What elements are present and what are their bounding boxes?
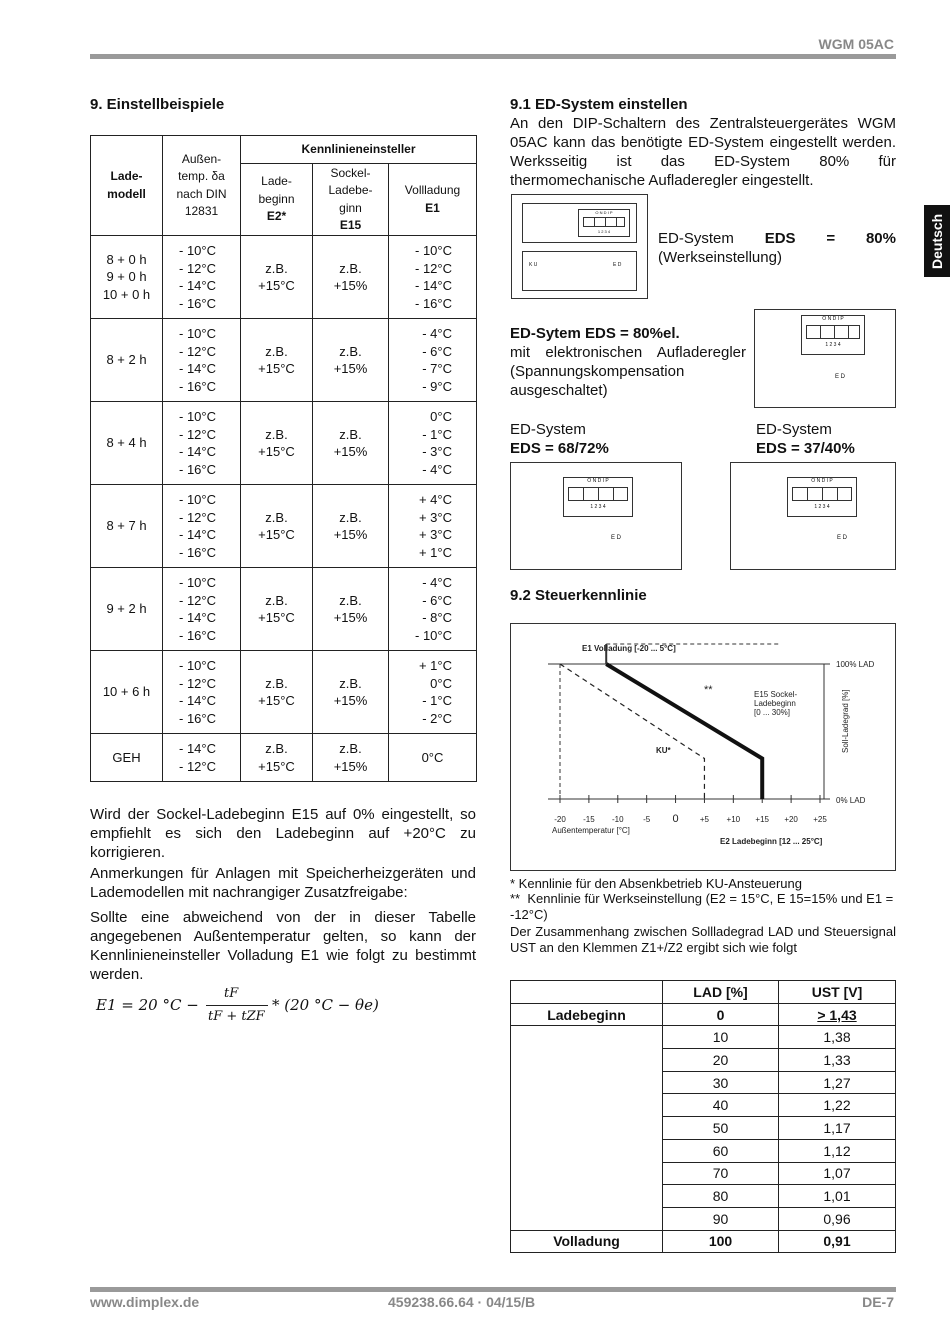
dip-numbers: 1 2 3 4	[825, 342, 841, 348]
cell-ust: 1,17	[779, 1117, 896, 1140]
cell-lad: 50	[663, 1117, 779, 1140]
dip-numbers: 1 2 3 4	[814, 504, 830, 510]
x-tick-label: 0	[672, 813, 679, 825]
header-rule	[90, 54, 896, 59]
col-header-e1: E1	[425, 200, 440, 215]
dip-label: D I P	[832, 316, 844, 322]
formula-lhs: E1 = 20 °C −	[96, 996, 199, 1014]
table-row	[511, 1003, 896, 1026]
label-eds37	[756, 420, 855, 458]
paragraph-ed-system: An den DIP-Schaltern des Zentralsteuergerätes WGM 05AC kann das benötigte ED-System eingestellt werden. Werksseitig ist das ED-System 80% für thermomechanische Aufladeregler eingestellt.	[510, 115, 896, 189]
footnote-ku: * Kennlinie für den Absenkbetrieb KU-Ansteuerung	[510, 876, 802, 891]
cell-ust: 1,01	[779, 1185, 896, 1208]
cell-lad: 10	[663, 1026, 779, 1049]
formula-fraction-bar	[206, 1005, 268, 1006]
dip-switch-block	[787, 477, 857, 517]
cell-modell: 8 + 2 h	[91, 319, 163, 402]
y-tick-label-100: 100% LAD	[836, 660, 875, 669]
cell-modell: 8 + 4 h	[91, 402, 163, 485]
eds80el-title: ED-Sytem EDS = 80%el.	[510, 325, 680, 342]
cell-lad: 80	[663, 1185, 779, 1208]
cell-lad: 90	[663, 1207, 779, 1230]
cell-temps: - 10°C - 12°C - 14°C - 16°C	[163, 485, 241, 568]
x-tick-label: +15	[755, 815, 770, 824]
x-tick-label: +5	[699, 815, 710, 824]
col-header-aussentemp: Außen- temp. δa nach DIN 12831	[163, 136, 241, 236]
dip-numbers: 1 2 3 4	[597, 229, 611, 234]
cell-ust: 1,38	[779, 1026, 896, 1049]
label-eds68-value: EDS = 68/72%	[510, 440, 609, 457]
cell-lad: 40	[663, 1094, 779, 1117]
dip-label: D I P	[821, 478, 833, 484]
ed-label: E D	[835, 374, 846, 380]
cell-temps: - 10°C - 12°C - 14°C - 16°C	[163, 402, 241, 485]
paragraph-formula-intro: Sollte eine abweichend von der in dieser Tabelle angegebenen Außentemperatur gelten, so kann der Kennlinieneinsteller Volladung E1 wie folgt zu bestimmt werden.	[90, 909, 476, 983]
table-row	[91, 319, 477, 402]
footnote-werkseinstellung: ** Kennlinie für Werkseinstellung (E2 = 15°C, E 15=15% und E1 = -12°C)	[510, 891, 897, 922]
dip-switch-block	[801, 315, 865, 355]
cell-e2: z.B. +15°C	[241, 568, 313, 651]
dip-on-label: O N	[595, 210, 603, 215]
cell-ust: 1,12	[779, 1139, 896, 1162]
cell-e15: z.B. +15%	[313, 734, 389, 782]
cell-e15: z.B. +15%	[313, 319, 389, 402]
y-tick-label-0: 0% LAD	[836, 796, 866, 805]
x-tick-label: -20	[554, 815, 566, 824]
cell-e1: 0°C	[389, 734, 477, 782]
table-row	[91, 236, 477, 319]
dip-on-label: O N	[822, 316, 832, 322]
cell-lad: 100	[663, 1230, 779, 1253]
cell-lad: 70	[663, 1162, 779, 1185]
footer-doc-number: 459238.66.64 · 04/15/B	[388, 1294, 536, 1310]
cell-lad: 20	[663, 1049, 779, 1072]
cell-modell: 8 + 7 h	[91, 485, 163, 568]
cell-e1: 0°C - 1°C - 3°C - 4°C	[389, 402, 477, 485]
label-eds68	[510, 420, 609, 458]
dip-switches	[806, 325, 860, 339]
cell-ust: 1,27	[779, 1071, 896, 1094]
dip-switch-block	[563, 477, 633, 517]
table-row	[91, 568, 477, 651]
cell-e1: - 4°C - 6°C - 8°C - 10°C	[389, 568, 477, 651]
paragraph-eds80el	[510, 324, 746, 400]
x-tick-label: -5	[643, 815, 651, 824]
ed-label: E D	[837, 535, 848, 541]
table-row	[511, 1026, 896, 1049]
language-tab: Deutsch	[924, 205, 950, 277]
footer-page-number: DE-7	[862, 1294, 894, 1310]
dip-label: D I P	[603, 210, 613, 215]
row-label-volladung: Volladung	[511, 1230, 663, 1253]
cell-e1: + 1°C 0°C - 1°C - 2°C	[389, 651, 477, 734]
cell-ust: 0,91	[779, 1230, 896, 1253]
paragraph-remarks: Anmerkungen für Anlagen mit Speicherheizgeräten und Lademodellen mit nachrangiger Zusatzfreigabe:	[90, 865, 476, 901]
col-header-lademodell: Lade- modell	[91, 136, 163, 236]
cell-ust: 0,96	[779, 1207, 896, 1230]
cell-ust: 1,07	[779, 1162, 896, 1185]
cell-lad: 60	[663, 1139, 779, 1162]
ed-label: E D	[611, 535, 622, 541]
lad-ust-table	[510, 980, 896, 1253]
section-heading-9: 9. Einstellbeispiele	[90, 96, 225, 113]
cell-e2: z.B. +15°C	[241, 485, 313, 568]
label-eds80	[658, 229, 896, 267]
cell-e1: - 4°C - 6°C - 7°C - 9°C	[389, 319, 477, 402]
x-tick-label: -15	[583, 815, 595, 824]
formula-denominator: tF + tZF	[208, 1009, 265, 1024]
table-row	[91, 485, 477, 568]
eds80el-text: mit elektronischen Aufladeregler (Spannungskompensation ausgeschaltet)	[510, 344, 746, 399]
section-heading-9-2: 9.2 Steuerkennlinie	[510, 587, 647, 604]
cell-temps: - 14°C - 12°C	[163, 734, 241, 782]
cell-e15: z.B. +15%	[313, 236, 389, 319]
dip-switch-illustration-eds68	[510, 462, 682, 570]
cell-e2: z.B. +15°C	[241, 236, 313, 319]
dip-switches	[792, 487, 852, 501]
ed-label: E D	[613, 262, 622, 268]
dip-numbers: 1 2 3 4	[590, 504, 606, 510]
control-curve-chart	[510, 623, 896, 871]
cell-temps: - 10°C - 12°C - 14°C - 16°C	[163, 236, 241, 319]
x-tick-label: -10	[611, 815, 624, 824]
dip-on-label: O N	[811, 478, 821, 484]
table-row	[91, 651, 477, 734]
e1-annotation: E1 Volladung [-20 ... 5°C]	[582, 644, 676, 653]
dip-switch-block	[578, 209, 630, 237]
label-eds80-pre: ED-System	[658, 230, 765, 247]
cell-e15: z.B. +15%	[313, 485, 389, 568]
y-axis-title: Soll-Ladegrad [%]	[841, 689, 850, 753]
ku-label: K U	[529, 262, 538, 268]
row-label-ladebeginn: Ladebeginn	[511, 1003, 663, 1026]
formula-numerator: tF	[224, 986, 239, 1001]
werkseinstellung-marker: **	[704, 684, 713, 696]
col-header-lad: LAD [%]	[663, 981, 779, 1004]
footer-rule	[90, 1287, 896, 1292]
cell-modell: 10 + 6 h	[91, 651, 163, 734]
dip-switches	[568, 487, 628, 501]
cell-lad: 30	[663, 1071, 779, 1094]
formula	[96, 988, 396, 1028]
col-header-e2: E2*	[266, 209, 287, 224]
dip-label: D I P	[597, 478, 609, 484]
paragraph-e15-note: Wird der Sockel-Ladebeginn E15 auf 0% eingestellt, so empfiehlt es sich den Ladebeginn auf +20°C zu korrigieren.	[90, 806, 476, 861]
controller-lower-panel	[522, 251, 637, 291]
cell-lad: 0	[663, 1003, 779, 1026]
cell-e1: + 4°C + 3°C + 3°C + 1°C	[389, 485, 477, 568]
cell-modell: 8 + 0 h 9 + 0 h 10 + 0 h	[91, 236, 163, 319]
dip-switch-illustration-eds80el	[754, 309, 896, 408]
paragraph-lad-ust: Der Zusammenhang zwischen Sollladegrad LAD und Steuersignal UST an den Klemmen Z1+/Z2 ergibt sich wie folgt	[510, 924, 896, 955]
cell-modell: GEH	[91, 734, 163, 782]
cell-modell: 9 + 2 h	[91, 568, 163, 651]
col-header-ust: UST [V]	[779, 981, 896, 1004]
label-eds80-post: (Werkseinstellung)	[658, 249, 782, 266]
row-label-empty	[511, 1026, 663, 1230]
col-header-sockel: Sockel- Ladebe- ginn	[328, 165, 373, 215]
ku-label: KU*	[656, 746, 671, 755]
x-tick-label: +25	[813, 815, 827, 824]
cell-e2: z.B. +15°C	[241, 402, 313, 485]
dip-switch-illustration-eds37	[730, 462, 896, 570]
header-empty	[511, 981, 663, 1004]
x-axis-title: Außentemperatur [°C]	[552, 826, 630, 835]
cell-e2: z.B. +15°C	[241, 651, 313, 734]
cell-e15: z.B. +15%	[313, 651, 389, 734]
footer-website: www.dimplex.de	[90, 1294, 200, 1310]
cell-ust: > 1,43	[779, 1003, 896, 1026]
cell-e15: z.B. +15%	[313, 568, 389, 651]
label-eds68-line1: ED-System	[510, 421, 586, 438]
col-header-e15: E15	[339, 218, 362, 232]
label-eds37-line1: ED-System	[756, 421, 832, 438]
cell-temps: - 10°C - 12°C - 14°C - 16°C	[163, 651, 241, 734]
cell-ust: 1,22	[779, 1094, 896, 1117]
cell-temps: - 10°C - 12°C - 14°C - 16°C	[163, 319, 241, 402]
table-row	[91, 402, 477, 485]
label-eds37-value: EDS = 37/40%	[756, 440, 855, 457]
cell-ust: 1,33	[779, 1049, 896, 1072]
x-tick-label: +10	[726, 815, 741, 824]
dip-switches	[583, 217, 625, 227]
cell-temps: - 10°C - 12°C - 14°C - 16°C	[163, 568, 241, 651]
document-model: WGM 05AC	[818, 36, 894, 52]
col-header-vollladung: Vollladung	[404, 183, 461, 197]
cell-e15: z.B. +15%	[313, 402, 389, 485]
dip-switch-illustration-eds80	[511, 194, 648, 299]
cell-e1: - 10°C - 12°C - 14°C - 16°C	[389, 236, 477, 319]
e2-annotation: E2 Ladebeginn [12 ... 25°C]	[720, 837, 823, 846]
dip-on-label: O N	[587, 478, 597, 484]
col-header-ladebeginn: Lade- beginn	[258, 174, 295, 206]
col-header-group: Kennlinieneinsteller	[241, 136, 477, 164]
settings-table	[90, 135, 477, 782]
table-row	[91, 734, 477, 782]
cell-e2: z.B. +15°C	[241, 319, 313, 402]
label-eds80-value: EDS = 80%	[764, 230, 896, 247]
table-row	[511, 1230, 896, 1253]
section-heading-9-1: 9.1 ED-System einstellen	[510, 96, 688, 113]
cell-e2: z.B. +15°C	[241, 734, 313, 782]
formula-rhs: * (20 °C − θe)	[272, 996, 379, 1014]
x-tick-label: +20	[784, 815, 798, 824]
e15-annotation: E15 Sockel-Ladebeginn [0 ... 30%]	[754, 690, 798, 717]
